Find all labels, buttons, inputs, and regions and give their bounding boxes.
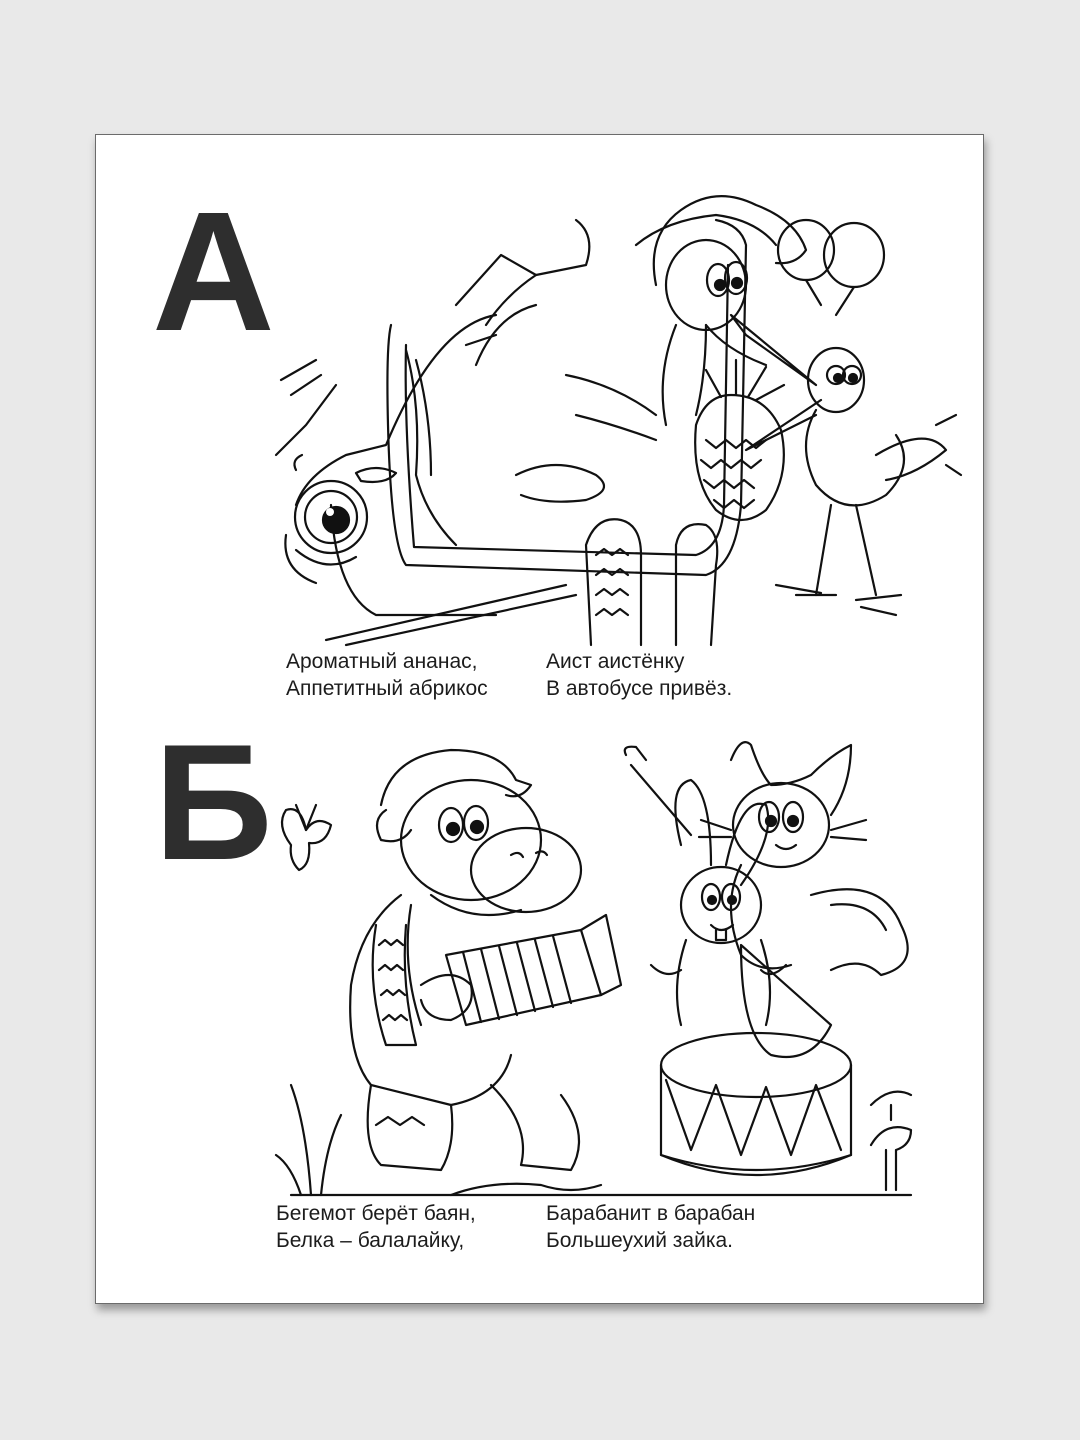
verse-b-left-line-2: Белка – балалайку, — [276, 1229, 465, 1252]
illustration-hippo-squirrel-bunny — [271, 725, 921, 1205]
verse-a-left-line-1: Ароматный ананас, — [286, 650, 478, 673]
coloring-page — [95, 134, 984, 1304]
verse-a-right — [546, 648, 732, 702]
verse-a-right-line-1: Аист аистёнку — [546, 650, 685, 673]
letter-a-heading: А — [152, 177, 275, 367]
verse-b-right-line-1: Барабанит в барабан — [546, 1202, 756, 1225]
verse-b-left — [276, 1200, 476, 1254]
illustration-storks-bus — [236, 175, 876, 645]
verse-a-right-line-2: В автобусе привёз. — [546, 677, 733, 700]
verse-b-right — [546, 1200, 755, 1254]
verse-b-left-line-1: Бегемот берёт баян, — [276, 1202, 476, 1225]
letter-b-heading: Б — [154, 710, 273, 894]
verse-b-right-line-2: Большеухий зайка. — [546, 1229, 733, 1252]
verse-a-left — [286, 648, 488, 702]
verse-a-left-line-2: Аппетитный абрикос — [286, 677, 488, 700]
